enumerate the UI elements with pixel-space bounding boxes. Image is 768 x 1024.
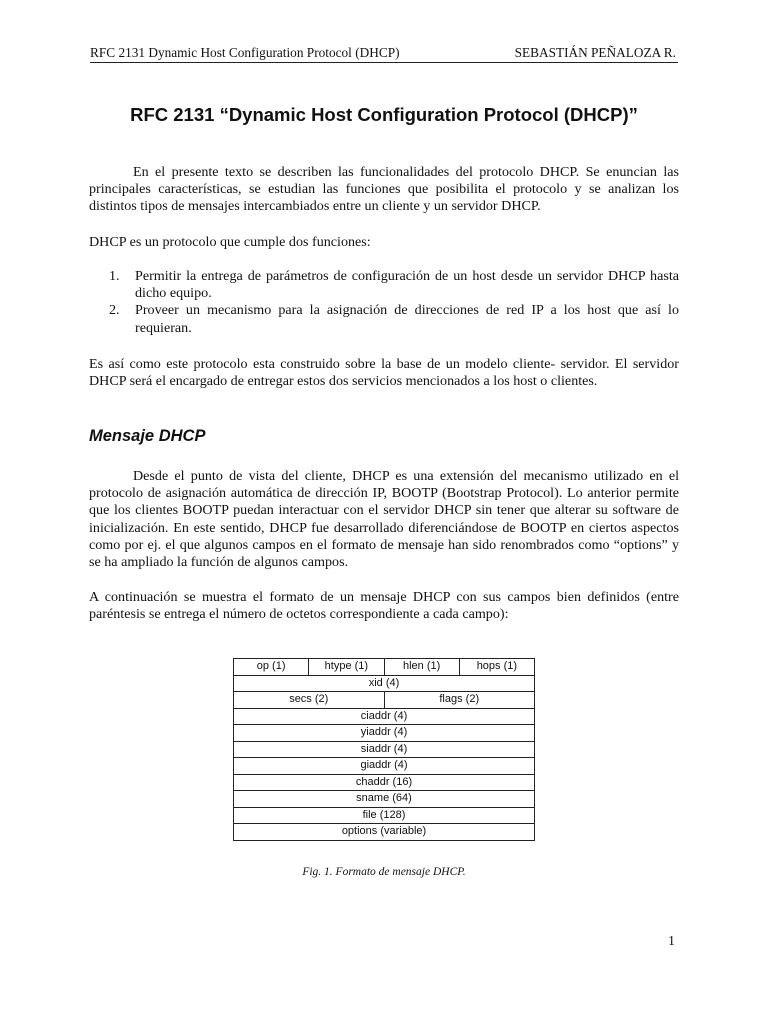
page-header [90,44,678,63]
field-htype: htype (1) [309,659,384,676]
table-row [234,807,535,824]
document-title: RFC 2131 “Dynamic Host Configuration Protocol (DHCP)” [130,104,638,125]
field-file: file (128) [234,807,535,824]
table-row [234,791,535,808]
figure-caption: Fig. 1. Formato de mensaje DHCP. [302,866,466,878]
field-sname: sname (64) [234,791,535,808]
table-row [234,708,535,725]
field-yiaddr: yiaddr (4) [234,725,535,742]
field-xid: xid (4) [234,675,535,692]
field-siaddr: siaddr (4) [234,741,535,758]
field-ciaddr: ciaddr (4) [234,708,535,725]
list-item [89,268,679,302]
list-item-number: 1. [109,268,120,284]
field-flags: flags (2) [384,692,535,709]
list-item-number: 2. [109,302,120,319]
table-row [234,725,535,742]
table-row [234,741,535,758]
section-paragraph: Desde el punto de vista del cliente, DHCP es una extensión del mecanismo utilizado en el protocolo de asignación automática de dirección IP, BOOTP (Bootstrap Protocol). Lo anterior permite que los clientes BOOTP puedan interactuar con el servidor DHCP sin tener que alterar su software de inicialización. En este sentido, DHCP fue desarrollado diferenciándose de BOOTP en ciertos aspectos como por ej. el que algunos campos en el formato de mensaje han sido renombrados como “options” y se ha ampliado la función de algunos campos. [89,468,679,571]
header-author: SEBASTIÁN PEÑALOZA R. [514,45,676,60]
intro-paragraph: En el presente texto se describen las funcionalidades del protocolo DHCP. Se enuncian las principales características, se estudian las funciones que posibilita el protocolo y se analizan los distintos tipos de mensajes intercambiados entre un cliente y un servidor DHCP. [89,164,679,215]
list-item-text: Permitir la entrega de parámetros de configuración de un host desde un servidor DHCP hasta dicho equipo. [135,268,679,302]
section-heading: Mensaje DHCP [89,427,206,445]
functions-list [89,268,679,337]
field-hlen: hlen (1) [384,659,459,676]
field-secs: secs (2) [234,692,385,709]
field-options: options (variable) [234,824,535,841]
model-paragraph: Es así como este protocolo esta construido sobre la base de un modelo cliente- servidor. El servidor DHCP será el encargado de entregar estos dos servicios mencionados a los host o clientes. [89,356,679,390]
table-row [234,758,535,775]
list-item-text: Proveer un mecanismo para la asignación de direcciones de red IP a los host que así lo requieran. [135,302,679,336]
table-row [234,824,535,841]
field-op: op (1) [234,659,309,676]
table-row [234,675,535,692]
field-chaddr: chaddr (16) [234,774,535,791]
dhcp-message-format-table [233,658,535,841]
field-hops: hops (1) [459,659,534,676]
page-number: 1 [668,934,675,949]
table-row [234,692,535,709]
table-row [234,774,535,791]
format-paragraph: A continuación se muestra el formato de un mensaje DHCP con sus campos bien definidos (entre paréntesis se entrega el número de octetos correspondiente a cada campo): [89,589,679,623]
table-row [234,659,535,676]
functions-intro-paragraph: DHCP es un protocolo que cumple dos funciones: [89,234,371,250]
list-item [89,302,679,336]
field-giaddr: giaddr (4) [234,758,535,775]
header-document-title: RFC 2131 Dynamic Host Configuration Protocol (DHCP) [90,45,400,60]
